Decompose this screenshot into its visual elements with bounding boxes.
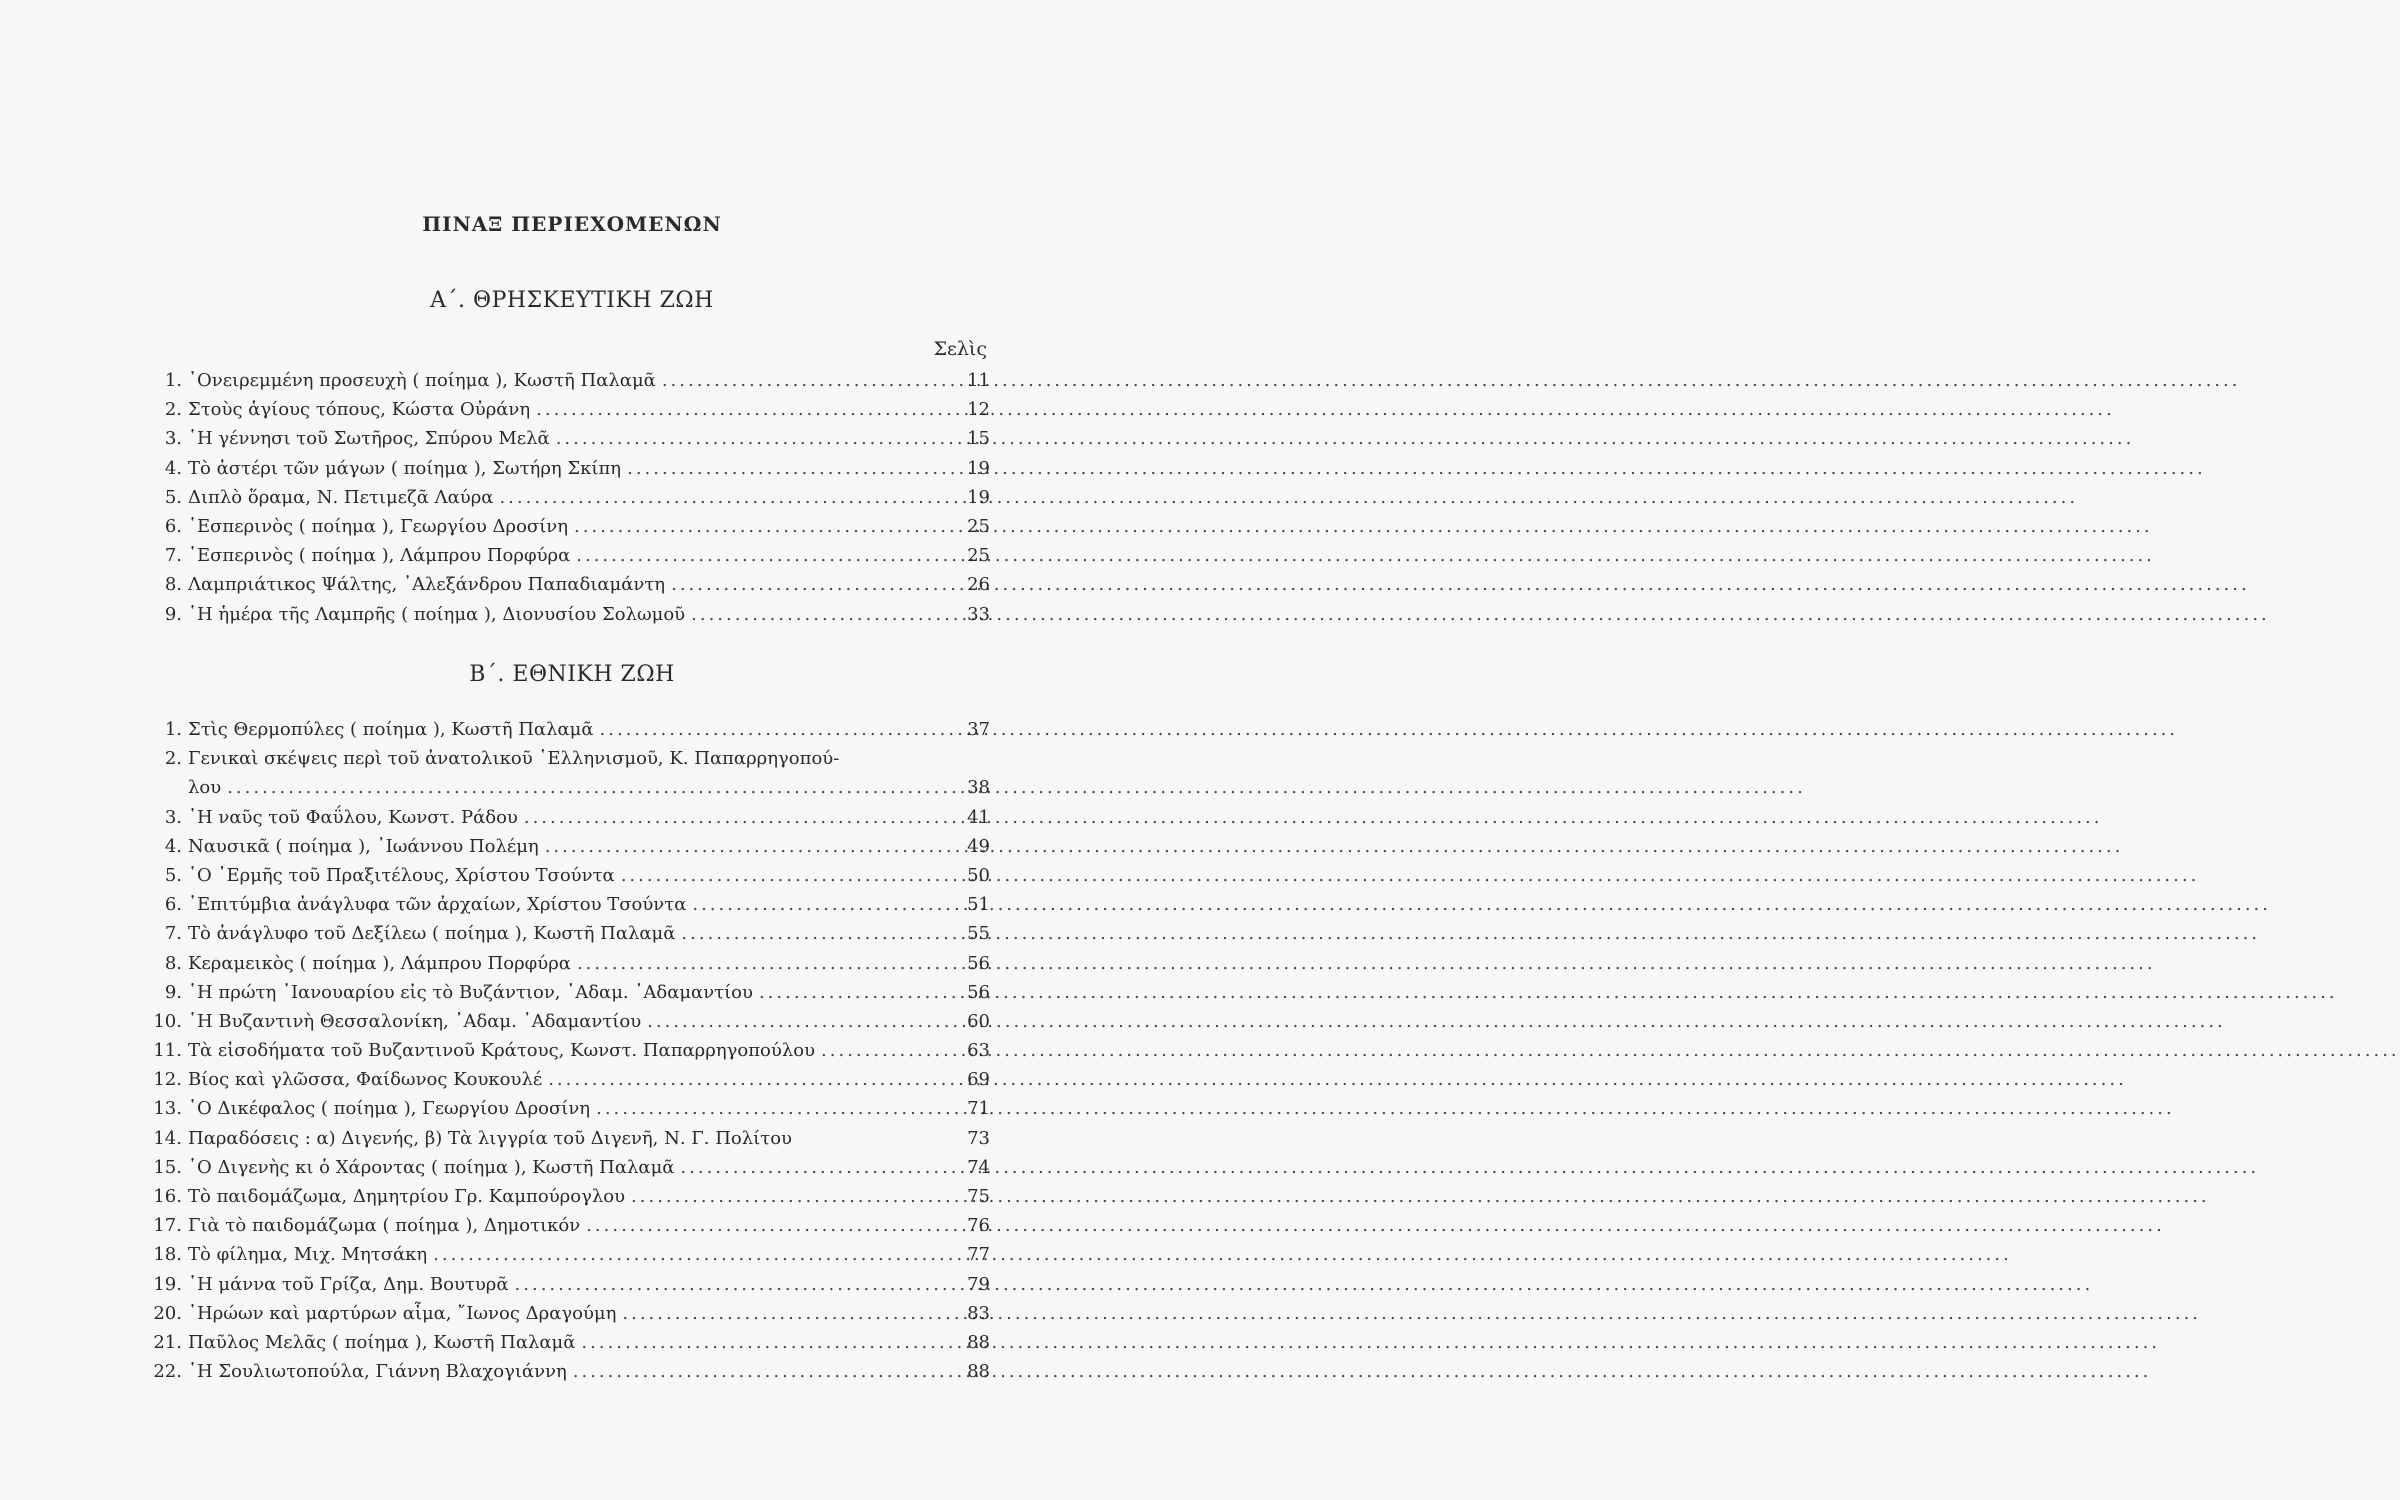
section-a-heading: Α΄. ΘΡΗΣΚΕΥΤΙΚΗ ΖΩΗ	[430, 288, 714, 313]
entry-page-number: 76	[967, 1215, 990, 1237]
toc-entry	[140, 919, 990, 948]
toc-entry	[140, 861, 990, 890]
dot-leader	[574, 512, 2153, 541]
entry-title: Ναυσικᾶ ( ποίημα ), ᾿Ιωάννου Πολέμη	[188, 835, 539, 857]
entry-number: 9.	[164, 981, 182, 1003]
toc-entry	[140, 1299, 990, 1328]
toc-entry	[140, 395, 990, 424]
entry-number: 6.	[164, 515, 182, 537]
toc-list-section-a	[140, 366, 990, 629]
entry-page-number: 11	[967, 370, 990, 391]
entry-number: 20.	[153, 1302, 182, 1324]
entry-title-line	[188, 773, 934, 802]
entry-page-number: 37	[967, 719, 990, 740]
entry-page-number: 38	[967, 777, 990, 799]
entry-title-continued: λου	[188, 777, 222, 799]
dot-leader	[545, 832, 2124, 861]
entry-page-number: 26	[967, 574, 990, 596]
dot-leader	[227, 773, 1806, 802]
dot-leader	[759, 978, 2338, 1007]
entry-page-number: 41	[967, 806, 990, 828]
dot-leader	[573, 1357, 2152, 1386]
entry-number: 14.	[153, 1127, 182, 1149]
entry-title: Διπλὸ ὅραμα, Ν. Πετιμεζᾶ Λαύρα	[188, 486, 494, 508]
entry-number: 2.	[164, 748, 182, 770]
entry-title-line	[188, 744, 934, 773]
entry-number: 4.	[164, 457, 182, 479]
toc-entry	[140, 1065, 990, 1094]
entry-title: Τὰ εἰσοδήματα τοῦ Βυζαντινοῦ Κράτους, Κωνστ. Παπαρρηγοπούλου	[188, 1040, 816, 1062]
dot-leader	[622, 1299, 2201, 1328]
dot-leader	[524, 803, 2103, 832]
toc-entry	[140, 541, 990, 570]
entry-number: 9.	[164, 603, 182, 625]
dot-leader	[596, 1094, 2175, 1123]
dot-leader	[581, 1328, 2160, 1357]
dot-leader	[692, 890, 2271, 919]
entry-page-number: 15	[967, 428, 990, 450]
entry-number: 8.	[164, 574, 182, 596]
dot-leader	[576, 541, 2155, 570]
entry-number: 17.	[153, 1215, 182, 1237]
entry-text	[188, 715, 934, 744]
entry-page-number: 74	[967, 1156, 990, 1178]
entry-title: ῾Η ἡμέρα τῆς Λαμπρῆς ( ποίημα ), Διονυσίου Σολωμοῦ	[188, 603, 686, 625]
entry-page-number: 56	[967, 981, 990, 1003]
entry-text	[188, 949, 934, 978]
dot-leader	[536, 395, 2115, 424]
toc-entry	[140, 803, 990, 832]
entry-page-number: 88	[967, 1361, 990, 1383]
entry-text	[188, 978, 934, 1007]
entry-title: ῾Η ναῦς τοῦ Φαΰλου, Κωνστ. Ράδου	[188, 806, 518, 828]
entry-number: 6.	[164, 894, 182, 916]
entry-text	[188, 454, 934, 483]
entry-title: Παῦλος Μελᾶς ( ποίημα ), Κωστῆ Παλαμᾶ	[188, 1331, 576, 1353]
pages-column-label: Σελὶς	[933, 338, 987, 360]
toc-entry	[140, 1153, 990, 1182]
entry-title: Γιὰ τὸ παιδομάζωμα ( ποίημα ), Δημοτικόν	[188, 1215, 581, 1237]
entry-title: ῾Ο ῾Ερμῆς τοῦ Πραξιτέλους, Χρίστου Τσούντα	[188, 864, 615, 886]
toc-entry	[140, 949, 990, 978]
entry-text	[188, 483, 934, 512]
entry-title: ῾Η πρώτη ᾿Ιανουαρίου εἰς τὸ Βυζάντιον, ᾿Αδαμ. ᾿Αδαμαντίου	[188, 981, 753, 1003]
entry-number: 3.	[164, 428, 182, 450]
entry-number: 10.	[153, 1010, 182, 1032]
entry-title: Τὸ ἀστέρι τῶν μάγων ( ποίημα ), Σωτήρη Σκίπη	[188, 457, 622, 479]
entry-page-number: 50	[967, 864, 990, 886]
entry-text	[188, 570, 934, 599]
dot-leader	[662, 366, 2241, 395]
toc-entry	[140, 1328, 990, 1357]
entry-text	[188, 1270, 934, 1299]
entry-text	[188, 424, 934, 453]
entry-number: 1.	[164, 719, 182, 740]
dot-leader	[631, 1182, 2210, 1211]
toc-entry	[140, 483, 990, 512]
entry-title: Παραδόσεις : α) Διγενής, β) Τὰ λιγγρία τοῦ Διγενῆ, Ν. Γ. Πολίτου	[188, 1127, 792, 1149]
dot-leader	[671, 570, 2250, 599]
toc-entry	[140, 1036, 990, 1065]
toc-entry	[140, 424, 990, 453]
entry-text	[188, 1094, 934, 1123]
entry-title: ῾Ο Δικέφαλος ( ποίημα ), Γεωργίου Δροσίνη	[188, 1098, 591, 1120]
toc-entry	[140, 600, 990, 629]
toc-entry	[140, 744, 990, 802]
entry-page-number: 51	[967, 894, 990, 916]
entry-number: 11.	[153, 1040, 182, 1062]
entry-text	[188, 1153, 934, 1182]
entry-text	[188, 1007, 934, 1036]
entry-number: 16.	[153, 1186, 182, 1207]
toc-entry	[140, 890, 990, 919]
entry-page-number: 63	[967, 1040, 990, 1062]
entry-number: 5.	[164, 864, 182, 886]
entry-page-number: 19	[967, 457, 990, 479]
dot-leader	[499, 483, 2078, 512]
entry-page-number: 12	[967, 399, 990, 421]
entry-text	[188, 744, 934, 802]
entry-text	[188, 366, 934, 395]
entry-title: ῾Η Σουλιωτοπούλα, Γιάννη Βλαχογιάννη	[188, 1361, 567, 1383]
toc-entry	[140, 715, 990, 744]
dot-leader	[556, 424, 2135, 453]
toc-entry	[140, 832, 990, 861]
toc-list-section-b	[140, 715, 990, 1386]
dot-leader	[627, 454, 2206, 483]
entry-number: 8.	[164, 952, 182, 974]
entry-text	[188, 1065, 934, 1094]
entry-title: ῾Η Βυζαντινὴ Θεσσαλονίκη, ᾿Αδαμ. ᾿Αδαμαντίου	[188, 1010, 642, 1032]
entry-number: 7.	[164, 923, 182, 945]
entry-text	[188, 832, 934, 861]
entry-title: Τὸ φίλημα, Μιχ. Μητσάκη	[188, 1244, 428, 1266]
entry-page-number: 33	[967, 603, 990, 625]
entry-text	[188, 919, 934, 948]
entry-number: 22.	[153, 1361, 182, 1383]
entry-page-number: 56	[967, 952, 990, 974]
entry-page-number: 19	[967, 486, 990, 508]
toc-entry	[140, 978, 990, 1007]
entry-page-number: 75	[967, 1186, 990, 1207]
entry-number: 7.	[164, 545, 182, 567]
entry-title: Λαμπριάτικος Ψάλτης, ᾿Αλεξάνδρου Παπαδιαμάντη	[188, 574, 666, 596]
entry-page-number: 49	[967, 835, 990, 857]
entry-page-number: 71	[967, 1098, 990, 1120]
entry-page-number: 60	[967, 1010, 990, 1032]
entry-title: Στὶς Θερμοπύλες ( ποίημα ), Κωστῆ Παλαμᾶ	[188, 719, 594, 740]
dot-leader	[515, 1270, 2094, 1299]
entry-text	[188, 861, 934, 890]
entry-title: ῾Εσπερινὸς ( ποίημα ), Λάμπρου Πορφύρα	[188, 545, 571, 567]
entry-text	[188, 1357, 934, 1386]
dot-leader	[821, 1036, 2400, 1065]
toc-entry	[140, 1357, 990, 1386]
entry-number: 12.	[153, 1069, 182, 1091]
entry-text	[188, 395, 934, 424]
toc-entry	[140, 1007, 990, 1036]
entry-number: 2.	[164, 399, 182, 421]
dot-leader	[680, 1153, 2259, 1182]
toc-entry	[140, 1240, 990, 1269]
entry-text	[188, 1328, 934, 1357]
entry-text	[188, 1240, 934, 1269]
dot-leader	[586, 1211, 2165, 1240]
entry-page-number: 88	[967, 1331, 990, 1353]
entry-text	[188, 1299, 934, 1328]
page-title: ΠΙΝΑΞ ΠΕΡΙΕΧΟΜΕΝΩΝ	[422, 212, 722, 236]
entry-number: 5.	[164, 486, 182, 508]
entry-title: ῾Ο Διγενὴς κι ὁ Χάροντας ( ποίημα ), Κωστῆ Παλαμᾶ	[188, 1156, 675, 1178]
dot-leader	[548, 1065, 2127, 1094]
dot-leader	[433, 1240, 2012, 1269]
entry-text	[188, 600, 934, 629]
entry-title: Στοὺς ἁγίους τόπους, Κώστα Οὐράνη	[188, 399, 531, 421]
entry-page-number: 83	[967, 1302, 990, 1324]
entry-text	[188, 1211, 934, 1240]
entry-title: ῾Εσπερινὸς ( ποίημα ), Γεωργίου Δροσίνη	[188, 515, 568, 537]
entry-title: Γενικαὶ σκέψεις περὶ τοῦ ἀνατολικοῦ ῾Ελληνισμοῦ, Κ. Παπαρρηγοπού-	[188, 748, 840, 770]
entry-title: ῾Ηρώων καὶ μαρτύρων αἷμα, ῎Ιωνος Δραγούμη	[188, 1302, 617, 1324]
entry-number: 1.	[164, 370, 182, 391]
entry-number: 13.	[153, 1098, 182, 1120]
toc-entry	[140, 1182, 990, 1211]
entry-title: ᾿Ονειρεμμένη προσευχὴ ( ποίημα ), Κωστῆ Παλαμᾶ	[188, 370, 656, 391]
entry-title: ῾Η μάννα τοῦ Γρίζα, Δημ. Βουτυρᾶ	[188, 1273, 509, 1295]
dot-leader	[647, 1007, 2226, 1036]
toc-entry	[140, 1124, 990, 1153]
entry-page-number: 69	[967, 1069, 990, 1091]
entry-title: Βίος καὶ γλῶσσα, Φαίδωνος Κουκουλέ	[188, 1069, 543, 1091]
dot-leader	[621, 861, 2200, 890]
toc-entry	[140, 366, 990, 395]
toc-entry	[140, 1094, 990, 1123]
entry-title: ῾Η γέννησι τοῦ Σωτῆρος, Σπύρου Μελᾶ	[188, 428, 550, 450]
entry-title: Τὸ ἀνάγλυφο τοῦ Δεξίλεω ( ποίημα ), Κωστῆ Παλαμᾶ	[188, 923, 676, 945]
entry-text	[188, 890, 934, 919]
entry-title: Τὸ παιδομάζωμα, Δημητρίου Γρ. Καμπούρογλου	[188, 1186, 626, 1207]
entry-text	[188, 541, 934, 570]
entry-page-number: 55	[967, 923, 990, 945]
entry-page-number: 25	[967, 515, 990, 537]
entry-number: 3.	[164, 806, 182, 828]
entry-page-number: 77	[967, 1244, 990, 1266]
dot-leader	[681, 919, 2260, 948]
toc-entry	[140, 512, 990, 541]
entry-title: ᾿Επιτύμβια ἀνάγλυφα τῶν ἀρχαίων, Χρίστου Τσούντα	[188, 894, 687, 916]
entry-number: 21.	[153, 1331, 182, 1353]
entry-number: 18.	[153, 1244, 182, 1266]
toc-entry	[140, 454, 990, 483]
toc-entry	[140, 1270, 990, 1299]
dot-leader	[600, 715, 2179, 744]
entry-title: Κεραμεικὸς ( ποίημα ), Λάμπρου Πορφύρα	[188, 952, 571, 974]
toc-entry	[140, 1211, 990, 1240]
entry-text	[188, 1182, 934, 1211]
entry-number: 4.	[164, 835, 182, 857]
toc-entry	[140, 570, 990, 599]
entry-page-number: 73	[967, 1127, 990, 1149]
section-b-heading: Β΄. ΕΘΝΙΚΗ ΖΩΗ	[469, 662, 675, 687]
entry-number: 15.	[153, 1156, 182, 1178]
entry-page-number: 79	[967, 1273, 990, 1295]
entry-text	[188, 1124, 934, 1153]
entry-text	[188, 803, 934, 832]
entry-text	[188, 1036, 934, 1065]
entry-text	[188, 512, 934, 541]
entry-page-number: 25	[967, 545, 990, 567]
entry-number: 19.	[153, 1273, 182, 1295]
dot-leader	[691, 600, 2270, 629]
dot-leader	[577, 949, 2156, 978]
